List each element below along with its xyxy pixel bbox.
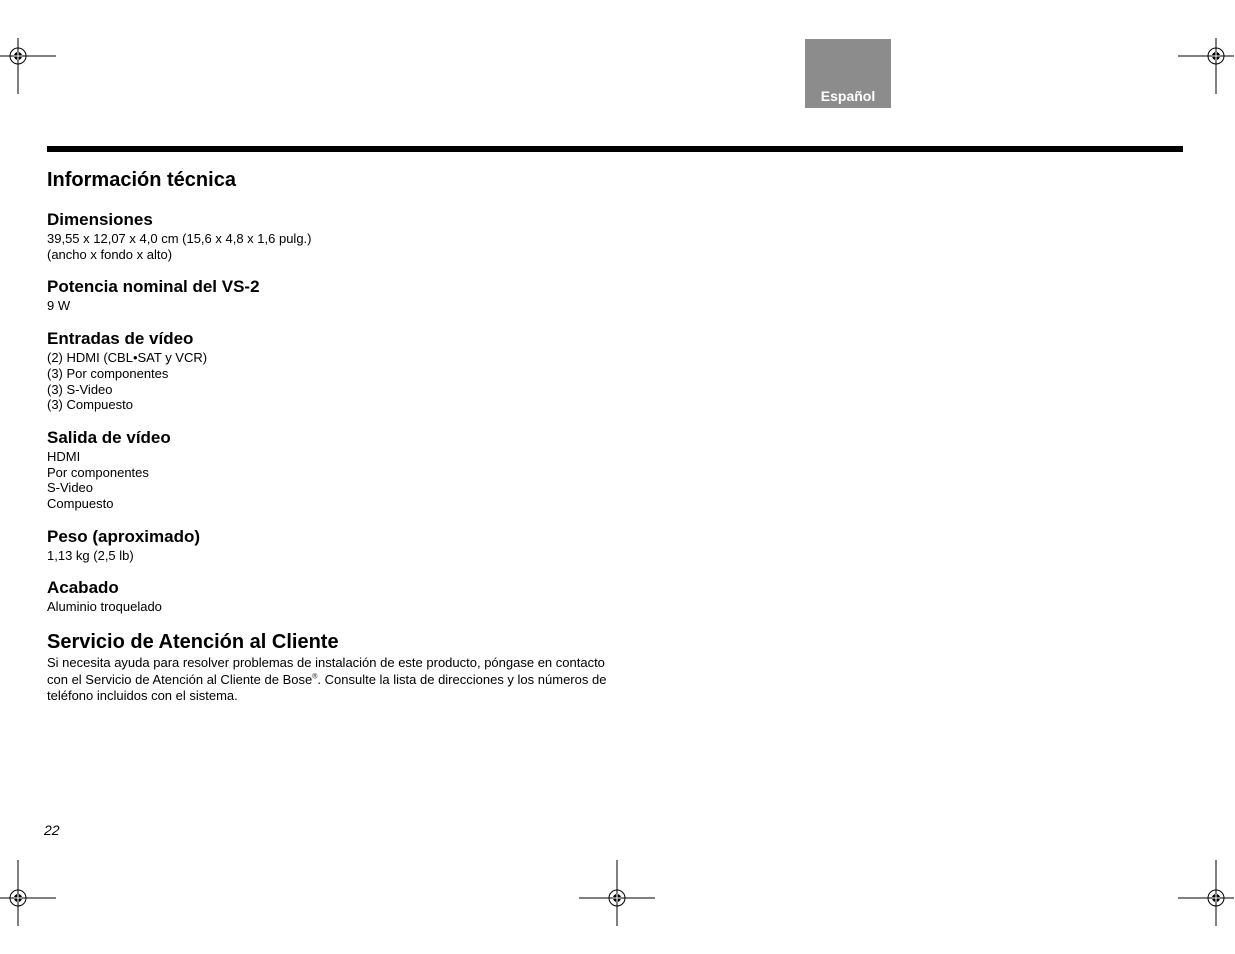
section-weight [47,526,687,564]
section-line: HDMI [47,448,81,464]
section-line: S-Video [47,480,94,496]
section-line: Aluminio troquelado [47,599,162,615]
service-line: Si necesita ayuda para resolver problemas de instalación de este producto, póngase en contacto [47,655,605,671]
registered-mark: ® [312,673,318,681]
section-heading: Salida de vídeo [47,427,171,447]
section-finish [47,577,687,615]
section-heading: Entradas de vídeo [47,329,194,349]
section-line: Compuesto [47,496,114,512]
section-line: Por componentes [47,464,149,480]
section-line: 1,13 kg (2,5 lb) [47,547,134,563]
page-number: 22 [44,822,60,838]
registration-mark-icon [0,858,58,938]
section-line: (ancho x fondo x alto) [47,246,173,262]
section-video-inputs [47,328,687,413]
section-line: (3) Por componentes [47,365,169,381]
section-line: (2) HDMI (CBL•SAT y VCR) [47,350,208,366]
section-video-output [47,427,687,512]
page-title: Información técnica [47,169,236,191]
section-line: 39,55 x 12,07 x 4,0 cm (15,6 x 4,8 x 1,6 pulg.) [47,231,312,246]
registration-mark-icon [1176,858,1235,938]
section-line: 9 W [47,298,71,314]
service-line [47,672,687,689]
header-rule [47,146,1183,152]
service-line: teléfono incluidos con el sistema. [47,688,238,704]
page-content [47,166,687,705]
section-heading: Acabado [47,578,119,598]
service-text: . Consulte la lista de direcciones y los números de [317,671,607,687]
language-tab-label: Español [820,88,876,104]
section-heading: Dimensiones [47,210,153,229]
registration-mark-icon [577,858,657,938]
language-tab [805,39,891,108]
section-power [47,276,687,314]
section-line: (3) Compuesto [47,397,133,413]
registration-mark-icon [1176,16,1235,96]
service-text: con el Servicio de Atención al Cliente de Bose [47,671,313,687]
section-heading: Peso (aproximado) [47,526,201,546]
section-line: (3) S-Video [47,381,113,397]
section-dimensions [47,209,687,262]
service-title: Servicio de Atención al Cliente [47,631,339,654]
registration-mark-icon [0,16,58,96]
section-customer-service [47,629,687,705]
section-heading: Potencia nominal del VS-2 [47,277,260,297]
